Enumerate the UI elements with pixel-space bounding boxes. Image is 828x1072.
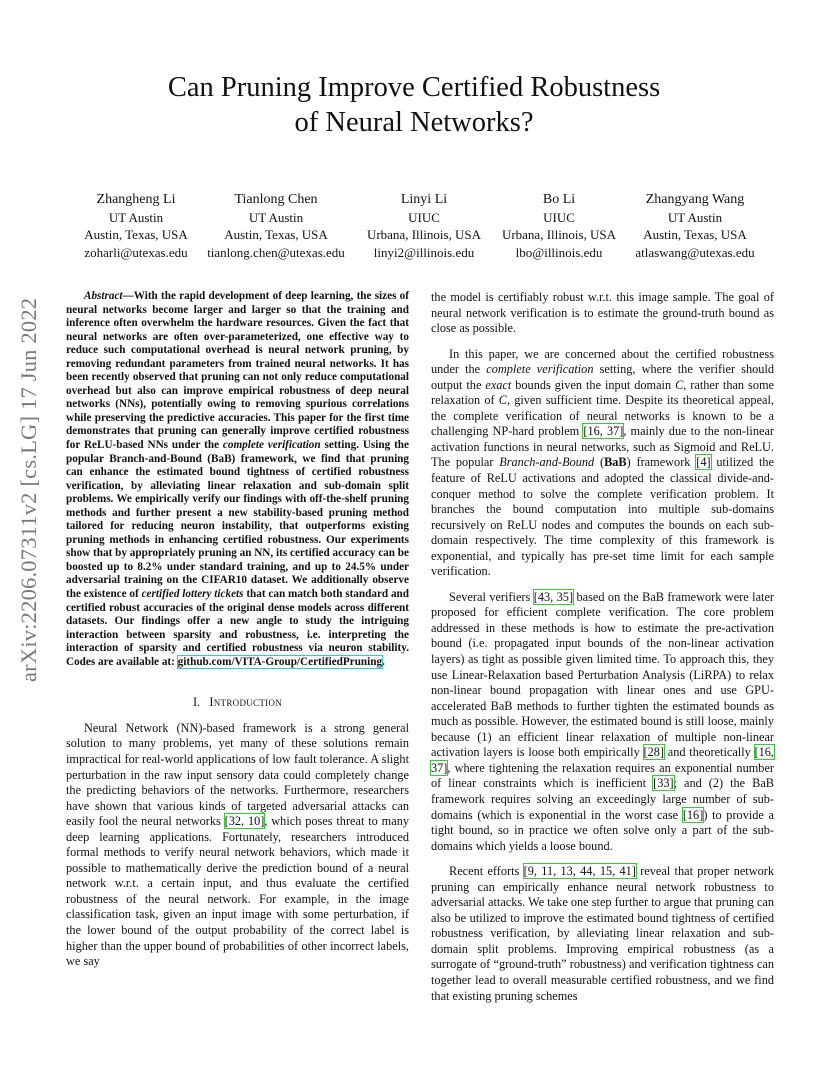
- abstract-text: —With the rapid development of deep learning, the sizes of neural networks become larger and larger so that the training and inference often overwhelm the hardware resources. Given the fact that neural networks are often over-parameterized, one effective way to reduce such computational overhead is neural network pruning, by removing redundant parameters from trained neural networks. It has been recently observed that pruning can not only reduce computational overhead but also can improve empirical robustness of deep neural networks (NNs), potentially owing to removing spurious correlations while preserving the predictive accuracies. This paper for the first time demonstrates that pruning can generally improve certified robustness for ReLU-based NNs under the: [66, 290, 409, 452]
- author-affiliation: UT Austin: [248, 209, 304, 225]
- author-block: [68, 191, 204, 261]
- author-block: [492, 191, 626, 261]
- paragraph-text: , rather than some relaxation of: [431, 377, 774, 408]
- section-number: I.: [192, 695, 201, 710]
- paragraph-text: utilized the feature of ReLU activations and adopted the classical divide-and-conquer method to solve the complete verification problem. It branches the bound computation into multiple sub-domains recursively on ReLU nodes and computes the bounds on each sub-domain respectively. The time complexity of this framework is exponential, and typically has pre-set time limit for each sample verification.: [431, 455, 775, 579]
- author-location: Austin, Texas, USA: [643, 227, 747, 243]
- citation-link[interactable]: [32, 10]: [224, 814, 265, 829]
- abstract-text: .: [382, 655, 385, 668]
- section-title: Introduction: [209, 695, 283, 710]
- citation-link[interactable]: [16]: [682, 807, 704, 822]
- author-affiliation: UIUC: [543, 209, 575, 225]
- section-heading: [66, 695, 409, 711]
- abstract: [66, 290, 409, 669]
- author-name: Zhangyang Wang: [645, 192, 745, 207]
- paragraph-text: ; and (2) the BaB framework requires solving an exceedingly large number of sub-domains (which is exponential in the worst case: [431, 776, 774, 822]
- author-affiliation: UT Austin: [667, 209, 723, 225]
- abstract-label: Abstract: [84, 290, 123, 302]
- emphasis: complete verification: [486, 362, 594, 377]
- author-name: Bo Li: [542, 192, 576, 207]
- author-email[interactable]: tianlong.chen@utexas.edu: [207, 244, 345, 260]
- code-link[interactable]: github.com/VITA-Group/CertifiedPruning: [177, 655, 383, 668]
- author-email[interactable]: atlaswang@utexas.edu: [635, 244, 755, 260]
- paragraph-text: , where tightening the relaxation requires an exponential number of linear constraints which is inefficient: [431, 760, 774, 791]
- paragraph: [431, 347, 774, 580]
- paragraph-text: , mainly due to the non-linear activation functions in neural networks, such as Sigmoid and ReLU. The popular: [431, 424, 775, 470]
- paragraph-text: Neural Network (NN)-based framework is a strong general solution to many problems, yet many of these solutions remain impractical for real-world applications of low fault tolerance. A slight perturbation in the raw input sensory data could completely change the predicting behaviors of the networks. Furthermore, researchers have shown that various kinds of targeted adversarial attacks can easily fool the neural networks: [66, 720, 409, 829]
- author-affiliation: UIUC: [408, 209, 440, 225]
- citation-link[interactable]: [16, 37]: [431, 745, 774, 775]
- math-symbol: C: [675, 377, 684, 392]
- author-block: [203, 191, 349, 261]
- abstract-text: that can match both standard and certified robust accuracies of the original dense models across different datasets. Our findings offer a new angle to study the intriguing interaction between sparsity and robustness, i.e. interpreting the interaction of sparsity and certified robustness via neuron stability. Codes are available at:: [66, 588, 409, 668]
- citation-link[interactable]: [9, 11, 13, 44, 15, 41]: [523, 864, 636, 879]
- paragraph-text: bounds given the input domain: [511, 377, 676, 392]
- citation-link[interactable]: [28]: [643, 745, 664, 760]
- paragraph-text: setting, where the verifier should output the: [431, 362, 775, 392]
- abstract-text: setting. Using the popular Branch-and-Bound (BaB) framework, we find that pruning can enhance the estimated bound tightness of certified robustness verification, by alleviating linear relaxation and sub-domain split problems. We empirically verify our findings with off-the-shelf pruning methods and further present a new stability-based pruning method tailored for reducing neuron instability, that outperforms existing pruning methods in enhancing certified robustness. Our experiments show that by appropriately pruning an NN, its certified accuracy can be boosted up to 8.2% under standard training, and up to 24.5% under adversarial training on the CIFAR10 dataset. We additionally observe the existence of: [66, 439, 409, 601]
- paragraph-text: (: [594, 455, 605, 470]
- paragraph: the model is certifiably robust w.r.t. this image sample. The goal of neural network verification is to estimate the ground-truth bound as close as possible.: [431, 290, 774, 336]
- paragraph: [431, 590, 774, 854]
- right-column: [431, 290, 774, 1004]
- paragraph-text: ) to provide a tight bound, so in practice we often solve only a part of the sub-domains which yields a loose bound.: [431, 807, 774, 853]
- author-email[interactable]: lbo@illinois.edu: [515, 244, 603, 260]
- author-block: [626, 191, 764, 261]
- math-symbol: C: [498, 393, 507, 408]
- bold-term: BaB: [604, 455, 627, 470]
- left-column: [66, 290, 409, 970]
- math-text: exact: [485, 377, 512, 392]
- citation-link[interactable]: [43, 35]: [533, 589, 574, 604]
- paragraph-text: based on the BaB framework were later proposed for efficient complete verification. The core problem addressed in these methods is how to estimate the pre-activation bound (i.e. propagated input bounds of the non-linear activation layers) as tight as possible given limited time. To approach this, they use Linear-Relaxation based Perturbation Analysis (LiRPA) to relax non-linear bound propagation with linear ones and use GPU-accelerated BaB methods to further tighten the estimated bounds as much as possible. However, the estimated bound is still loose, mainly because (1) an efficient linear relaxation of multiple non-linear activation layers is loose both empirically: [431, 589, 774, 760]
- paper-title: [100, 70, 728, 140]
- citation-link[interactable]: [33]: [653, 776, 674, 791]
- author-affiliation: UT Austin: [108, 209, 164, 225]
- author-name: Tianlong Chen: [234, 192, 318, 207]
- paragraph-text: , given sufficient time. Despite its theoretical appeal, the complete verification of neural networks is known to be a challenging NP-hard problem: [431, 393, 774, 439]
- abstract-emphasis: complete verification: [222, 439, 321, 452]
- paragraph: [66, 721, 409, 970]
- author-location: Austin, Texas, USA: [224, 227, 328, 243]
- paragraph-text: Recent efforts: [449, 864, 524, 879]
- paragraph-text: ) framework: [626, 455, 697, 470]
- title-line-1: Can Pruning Improve Certified Robustness: [167, 72, 661, 103]
- citation-link[interactable]: [4]: [696, 455, 711, 470]
- arxiv-identifier: arXiv:2206.07311v2 [cs.LG] 17 Jun 2022: [16, 297, 41, 682]
- citation-link[interactable]: [16, 37]: [583, 424, 624, 439]
- author-email[interactable]: linyi2@illinois.edu: [373, 244, 475, 260]
- paragraph-text: reveal that proper network pruning can empirically enhance neural network robustness to adversarial attacks. We take one step further to argue that pruning can also be utilized to improve the estimated bound tightness of certified robustness verification, by alleviating linear relaxation and sub-domain split problems. Improving empirical robustness (as a surrogate of “ground-truth” robustness) and verification tightness can together lead to overall measurable certified robustness, and we find that existing pruning schemes: [431, 864, 774, 1003]
- paragraph: [431, 864, 774, 1004]
- emphasis: Branch-and-Bound: [499, 455, 595, 470]
- title-line-2: of Neural Networks?: [294, 107, 534, 138]
- author-name: Linyi Li: [400, 192, 448, 207]
- paragraph-text: Several verifiers: [449, 589, 534, 604]
- paragraph-text: In this paper, we are concerned about the certified robustness under the: [431, 346, 774, 377]
- paragraph-text: , which poses threat to many deep learning applications. Fortunately, researchers introduced formal methods to verify neural network behaviors, which made it possible to mathematically derive the prediction bound of a neural network w.r.t. a certain input, and thus evaluate the certified robustness of the neural network. For example, in the image classification task, given an input image with some perturbation, if the lower bound of the output probability of the correct label is higher than the upper bound of probabilities of other incorrect labels, we say: [66, 814, 409, 969]
- author-location: Austin, Texas, USA: [84, 227, 188, 243]
- author-block: [357, 191, 491, 261]
- author-location: Urbana, Illinois, USA: [501, 227, 617, 243]
- abstract-emphasis: certified lottery tickets: [141, 588, 244, 601]
- author-location: Urbana, Illinois, USA: [366, 227, 482, 243]
- author-name: Zhangheng Li: [96, 192, 176, 207]
- paragraph-text: and theoretically: [664, 745, 755, 760]
- author-email[interactable]: zoharli@utexas.edu: [84, 244, 188, 260]
